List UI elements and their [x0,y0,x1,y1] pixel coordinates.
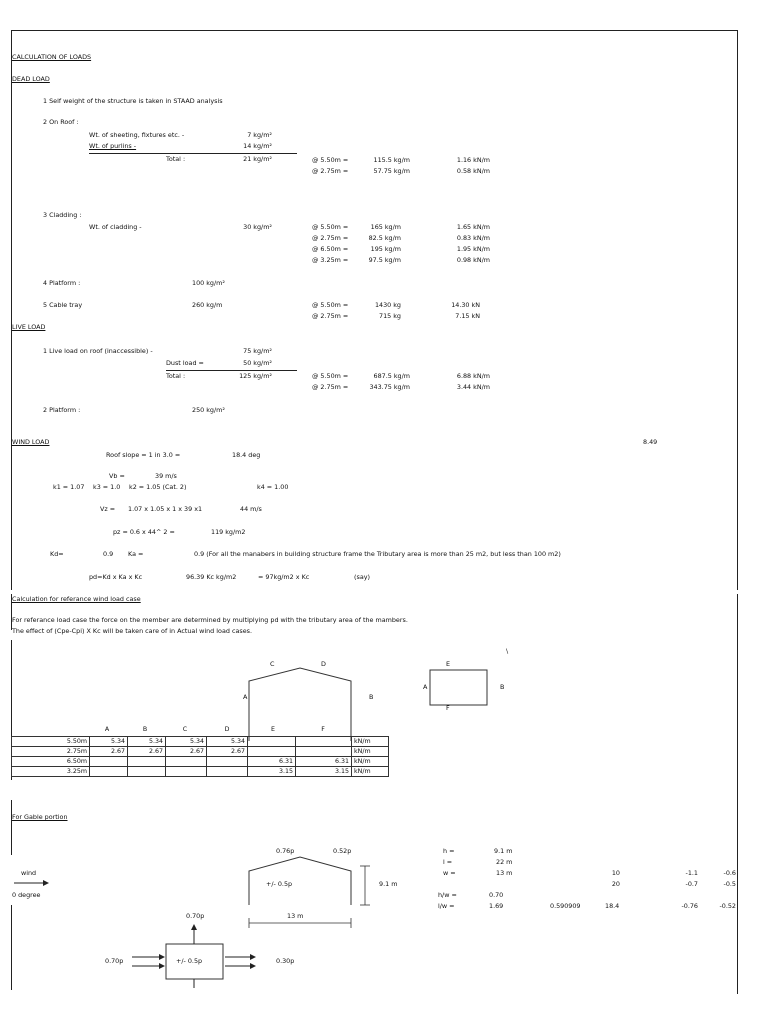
reference-paragraph-1: For referance load case the force on the member are determined by multiplying pd with the tributary area of the mambers. [12,616,408,624]
cable-kg-1: 1430 kg [374,301,401,309]
pressure-030p: 0.30p [276,957,295,965]
table-header-f: F [321,726,325,733]
table-cell: kN/m [352,737,389,747]
clad-kg-4: 97.5 kg/m [368,256,401,264]
live-kn-2: 3.44 kN/m [456,383,490,391]
cp-angle-1: 10 [611,869,620,877]
roof-at-1: @ 5.50m = [312,156,349,164]
frame-label-a: A [243,693,248,701]
cp-interp-c: -0.52 [719,902,736,910]
vz-value: 44 m/s [240,505,262,513]
plan-label-a: A [423,683,428,691]
clad-at-4: @ 3.25m = [312,256,349,264]
pd-expression: pd=Kd x Ka x Kc [89,573,143,581]
param-w-value: 13 m [496,869,513,877]
say-note: (say) [354,573,371,581]
roof-kn-1: 1.16 kN/m [456,156,490,164]
table-cell: 5.34 [90,737,128,747]
pressure-070p-top: 0.70p [186,912,205,920]
table-cell: 5.34 [128,737,166,747]
k2-value: k2 = 1.05 (Cat. 2) [129,483,187,491]
live-load-heading: LIVE LOAD [12,323,46,331]
table-header-c: C [182,726,188,733]
plan-label-e: E [446,660,451,668]
cable-kn-2: 7.15 kN [455,312,480,320]
k1-value: k1 = 1.07 [53,483,85,491]
sheeting-value: 7 kg/m² [247,131,272,139]
table-cell: 2.67 [128,747,166,757]
table-cell: 5.50m [12,737,90,747]
dead-item-4: 4 Platform : [43,279,81,287]
table-cell: 2.67 [166,747,207,757]
frame-label-c: C [270,660,275,668]
live-total-value: 125 kg/m² [239,372,272,380]
plan-label-b: B [500,683,505,691]
k3-value: k3 = 1.0 [93,483,121,491]
degree-label: 0 degree [12,891,41,899]
table-cell: 5.34 [166,737,207,747]
calc-heading: CALCULATION OF LOADS [12,53,92,61]
dead-load-heading: DEAD LOAD [12,75,50,83]
clad-at-3: @ 6.50m = [312,245,349,253]
table-cell: 2.75m [12,747,90,757]
live-kn-1: 6.88 kN/m [456,372,490,380]
height-dimension: 9.1 m [379,880,398,888]
pd-rounded: = 97kg/m2 x Kc [258,573,310,581]
table-cell: 2.67 [90,747,128,757]
wind-corner-value: 8.49 [643,438,658,446]
dead-total-value: 21 kg/m² [243,155,272,163]
table-header-e: E [271,726,275,733]
table-cell: 2.67 [207,747,248,757]
internal-pressure-box-label: +/- 0.5p [176,957,203,965]
ka-label: Ka = [128,550,144,558]
vb-value: 39 m/s [155,472,177,480]
clad-kn-4: 0.98 kN/m [456,256,490,264]
pressure-052p: 0.52p [333,847,352,855]
dust-value: 50 kg/m² [243,359,272,367]
dead-item-3: 3 Cladding : [43,211,82,219]
cp-value-2b: -0.7 [685,880,698,888]
cladding-label: Wt. of cladding - [89,223,142,231]
sheeting-label: Wt. of sheeting, fixtures etc. - [89,131,185,139]
param-l-label: l = [443,858,453,866]
vz-label: Vz = [100,505,116,513]
dead-platform-value: 100 kg/m² [192,279,225,287]
table-header-a: A [104,726,110,733]
stray-backslash: \ [506,647,509,655]
ka-note: 0.9 (For all the manabers in building structure frame the Tributary area is more than 25 m2, but less than 100 m2) [194,550,561,558]
cable-value: 260 kg/m [192,301,223,309]
cable-kg-2: 715 kg [379,312,401,320]
k4-value: k4 = 1.00 [257,483,289,491]
frame-label-b: B [369,693,374,701]
ratio-value: 0.590909 [550,902,581,910]
table-cell: kN/m [352,757,389,767]
table-header-d: D [224,726,230,733]
clad-kn-3: 1.95 kN/m [456,245,490,253]
clad-kg-2: 82.5 kg/m [368,234,401,242]
wind-load-heading: WIND LOAD [12,438,50,446]
reference-paragraph-2: The effect of (Cpe-Cpi) X Kc will be taken care of in Actual wind load cases. [12,627,253,635]
gable-heading: For Gable portion [12,813,68,821]
live-kg-1: 687.5 kg/m [373,372,410,380]
table-cell: 6.50m [12,757,90,767]
frame-label-d: D [321,660,326,668]
clad-kn-1: 1.65 kN/m [456,223,490,231]
pz-value: 119 kg/m2 [211,528,246,536]
live-kg-2: 343.75 kg/m [369,383,410,391]
live-at-1: @ 5.50m = [312,372,349,380]
table-cell: 6.31 [296,757,352,767]
param-l-value: 22 m [496,858,513,866]
cp-angle-2: 20 [611,880,620,888]
live-item-1-value: 75 kg/m² [243,347,272,355]
slope-angle-value: 18.4 [605,902,620,910]
purlins-value: 14 kg/m² [243,142,272,150]
live-item-1: 1 Live load on roof (inaccessible) - [43,347,153,355]
table-cell: 5.34 [207,737,248,747]
cp-value-1b: -1.1 [685,869,698,877]
clad-kg-1: 165 kg/m [370,223,401,231]
pressure-070p-left: 0.70p [105,957,124,965]
pressure-076p: 0.76p [276,847,295,855]
dead-item-1: 1 Self weight of the structure is taken in STAAD analysis [43,97,223,105]
pd-value: 96.39 Kc kg/m2 [186,573,237,581]
roof-kn-2: 0.58 kN/m [456,167,490,175]
kd-value: 0.9 [103,550,114,558]
live-total-label: Total : [166,372,186,380]
dead-item-2: 2 On Roof : [43,118,79,126]
cp-value-2c: -0.5 [723,880,736,888]
cable-kn-1: 14.30 kN [451,301,480,309]
lw-value: 1.69 [489,902,504,910]
cp-interp-b: -0.76 [681,902,698,910]
clad-at-1: @ 5.50m = [312,223,349,231]
vz-expression: 1.07 x 1.05 x 1 x 39 x1 [128,505,203,513]
purlins-label: Wt. of purlins - [89,142,137,150]
dust-label: Dust load = [166,359,204,367]
width-dimension: 13 m [287,912,304,920]
live-at-2: @ 2.75m = [312,383,349,391]
roof-slope-label: Roof slope = 1 in 3.0 = [106,451,181,459]
table-cell: 3.15 [248,767,296,777]
table-cell: 3.25m [12,767,90,777]
hw-value: 0.70 [489,891,504,899]
kd-label: Kd= [50,550,64,558]
roof-kg-2: 57.75 kg/m [373,167,410,175]
cp-value-1c: -0.6 [723,869,736,877]
roof-at-2: @ 2.75m = [312,167,349,175]
cable-at-1: @ 5.50m = [312,301,349,309]
table-header-b: B [142,726,148,733]
dead-item-5: 5 Cable tray [43,301,83,309]
dead-total-label: Total : [166,155,186,163]
plan-label-f: F [446,704,450,712]
wind-label: wind [21,869,37,877]
pz-expression: pz = 0.6 x 44^ 2 = [113,528,175,536]
table-cell: 6.31 [248,757,296,767]
internal-pressure-label: +/- 0.5p [266,880,293,888]
param-w-label: w = [443,869,456,877]
clad-kn-2: 0.83 kN/m [456,234,490,242]
roof-slope-value: 18.4 deg [232,451,261,459]
table-cell: kN/m [352,767,389,777]
clad-at-2: @ 2.75m = [312,234,349,242]
clad-kg-3: 195 kg/m [370,245,401,253]
live-platform-value: 250 kg/m² [192,406,225,414]
roof-kg-1: 115.5 kg/m [373,156,410,164]
param-h-value: 9.1 m [494,847,513,855]
param-h-label: h = [443,847,455,855]
lw-label: l/w = [438,902,455,910]
live-item-2: 2 Platform : [43,406,81,414]
hw-label: h/w = [438,891,457,899]
table-cell: 3.15 [296,767,352,777]
vb-label: Vb = [109,472,125,480]
cable-at-2: @ 2.75m = [312,312,349,320]
table-cell: kN/m [352,747,389,757]
reference-heading: Calculation for referance wind load case [12,595,141,603]
cladding-value: 30 kg/m² [243,223,272,231]
